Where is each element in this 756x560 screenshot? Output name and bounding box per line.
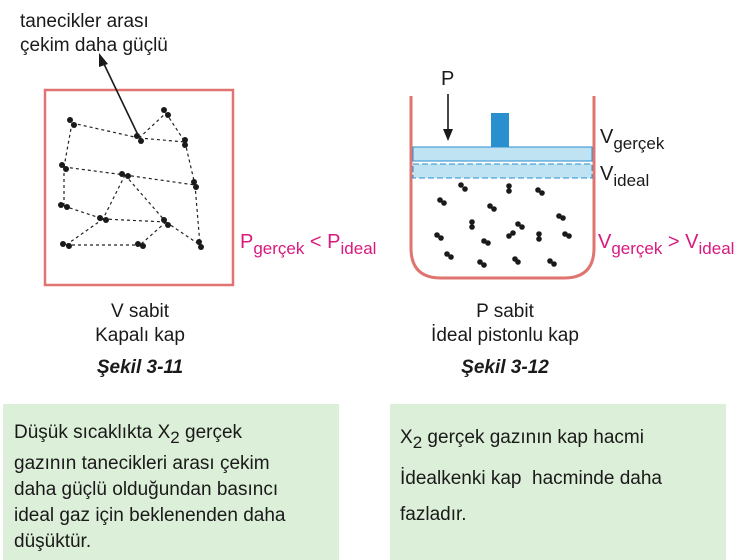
box-right-line-1-post: gerçek gazının kap hacmi <box>422 427 644 448</box>
box-left-line-1-pre: Düşük sıcaklıkta X <box>14 422 171 443</box>
box-right-line-1-pre: X <box>400 427 413 448</box>
piston-rod <box>491 113 509 148</box>
molecules-piston <box>434 182 572 268</box>
volume-left-symbol: V <box>598 231 612 253</box>
pressure-right-sub: ideal <box>340 239 377 258</box>
fig12-caption <box>400 300 610 348</box>
box-left-line-1-sub: 2 <box>170 428 180 447</box>
piston-ideal <box>413 164 592 178</box>
box-left-line-4: ideal gaz için beklenenden daha <box>14 505 286 526</box>
box-right-line-1 <box>400 420 726 461</box>
v-real-label <box>600 126 664 154</box>
volume-right-symbol: V <box>685 231 699 253</box>
box-left-line-1 <box>14 420 339 451</box>
pressure-left-sub: gerçek <box>253 239 305 258</box>
v-ideal-symbol: V <box>600 163 614 185</box>
fig11-caption-line-1: V sabit <box>110 301 170 322</box>
fig12-caption-line-2: İdeal pistonlu kap <box>431 325 579 346</box>
volume-left-sub: gerçek <box>611 239 663 258</box>
box-left-line-3: daha güçlü olduğundan basıncı <box>14 479 279 500</box>
explanation-box-left <box>3 404 339 560</box>
piston-force-arrowhead <box>443 129 453 141</box>
explanation-box-right <box>390 404 726 560</box>
box-left-line-5: düşüktür. <box>14 531 92 552</box>
piston-real <box>413 147 592 161</box>
v-real-sub: gerçek <box>613 134 665 153</box>
closed-container <box>45 90 233 285</box>
box-left-line-1-post: gerçek <box>179 422 243 443</box>
annotation-text <box>20 10 168 58</box>
box-left-line-2: gazının tanecikleri arası çekim <box>14 453 270 474</box>
box-right-line-2: İdealkenki kap hacminde daha <box>400 468 662 489</box>
piston-force-label: P <box>441 68 455 90</box>
fig12-caption-line-1: P sabit <box>476 301 534 322</box>
pressure-relation <box>240 231 376 259</box>
v-ideal-label <box>600 163 649 191</box>
pressure-operator: < <box>304 231 328 253</box>
pressure-right-symbol: P <box>327 231 341 253</box>
volume-relation <box>598 231 734 259</box>
volume-right-sub: ideal <box>698 239 735 258</box>
fig11-caption <box>40 300 240 348</box>
box-right-line-1-sub: 2 <box>412 433 423 452</box>
fig11-label: Şekil 3-11 <box>96 357 184 378</box>
pressure-left-symbol: P <box>240 231 254 253</box>
fig12-label: Şekil 3-12 <box>461 357 549 378</box>
v-ideal-sub: ideal <box>613 171 650 190</box>
annotation-line-2: çekim daha güçlü <box>20 35 168 56</box>
box-right-line-3: fazladır. <box>400 504 467 525</box>
v-real-symbol: V <box>600 126 614 148</box>
volume-operator: > <box>662 231 686 253</box>
fig11-caption-line-2: Kapalı kap <box>95 325 185 346</box>
annotation-line-1: tanecikler arası <box>20 11 149 32</box>
